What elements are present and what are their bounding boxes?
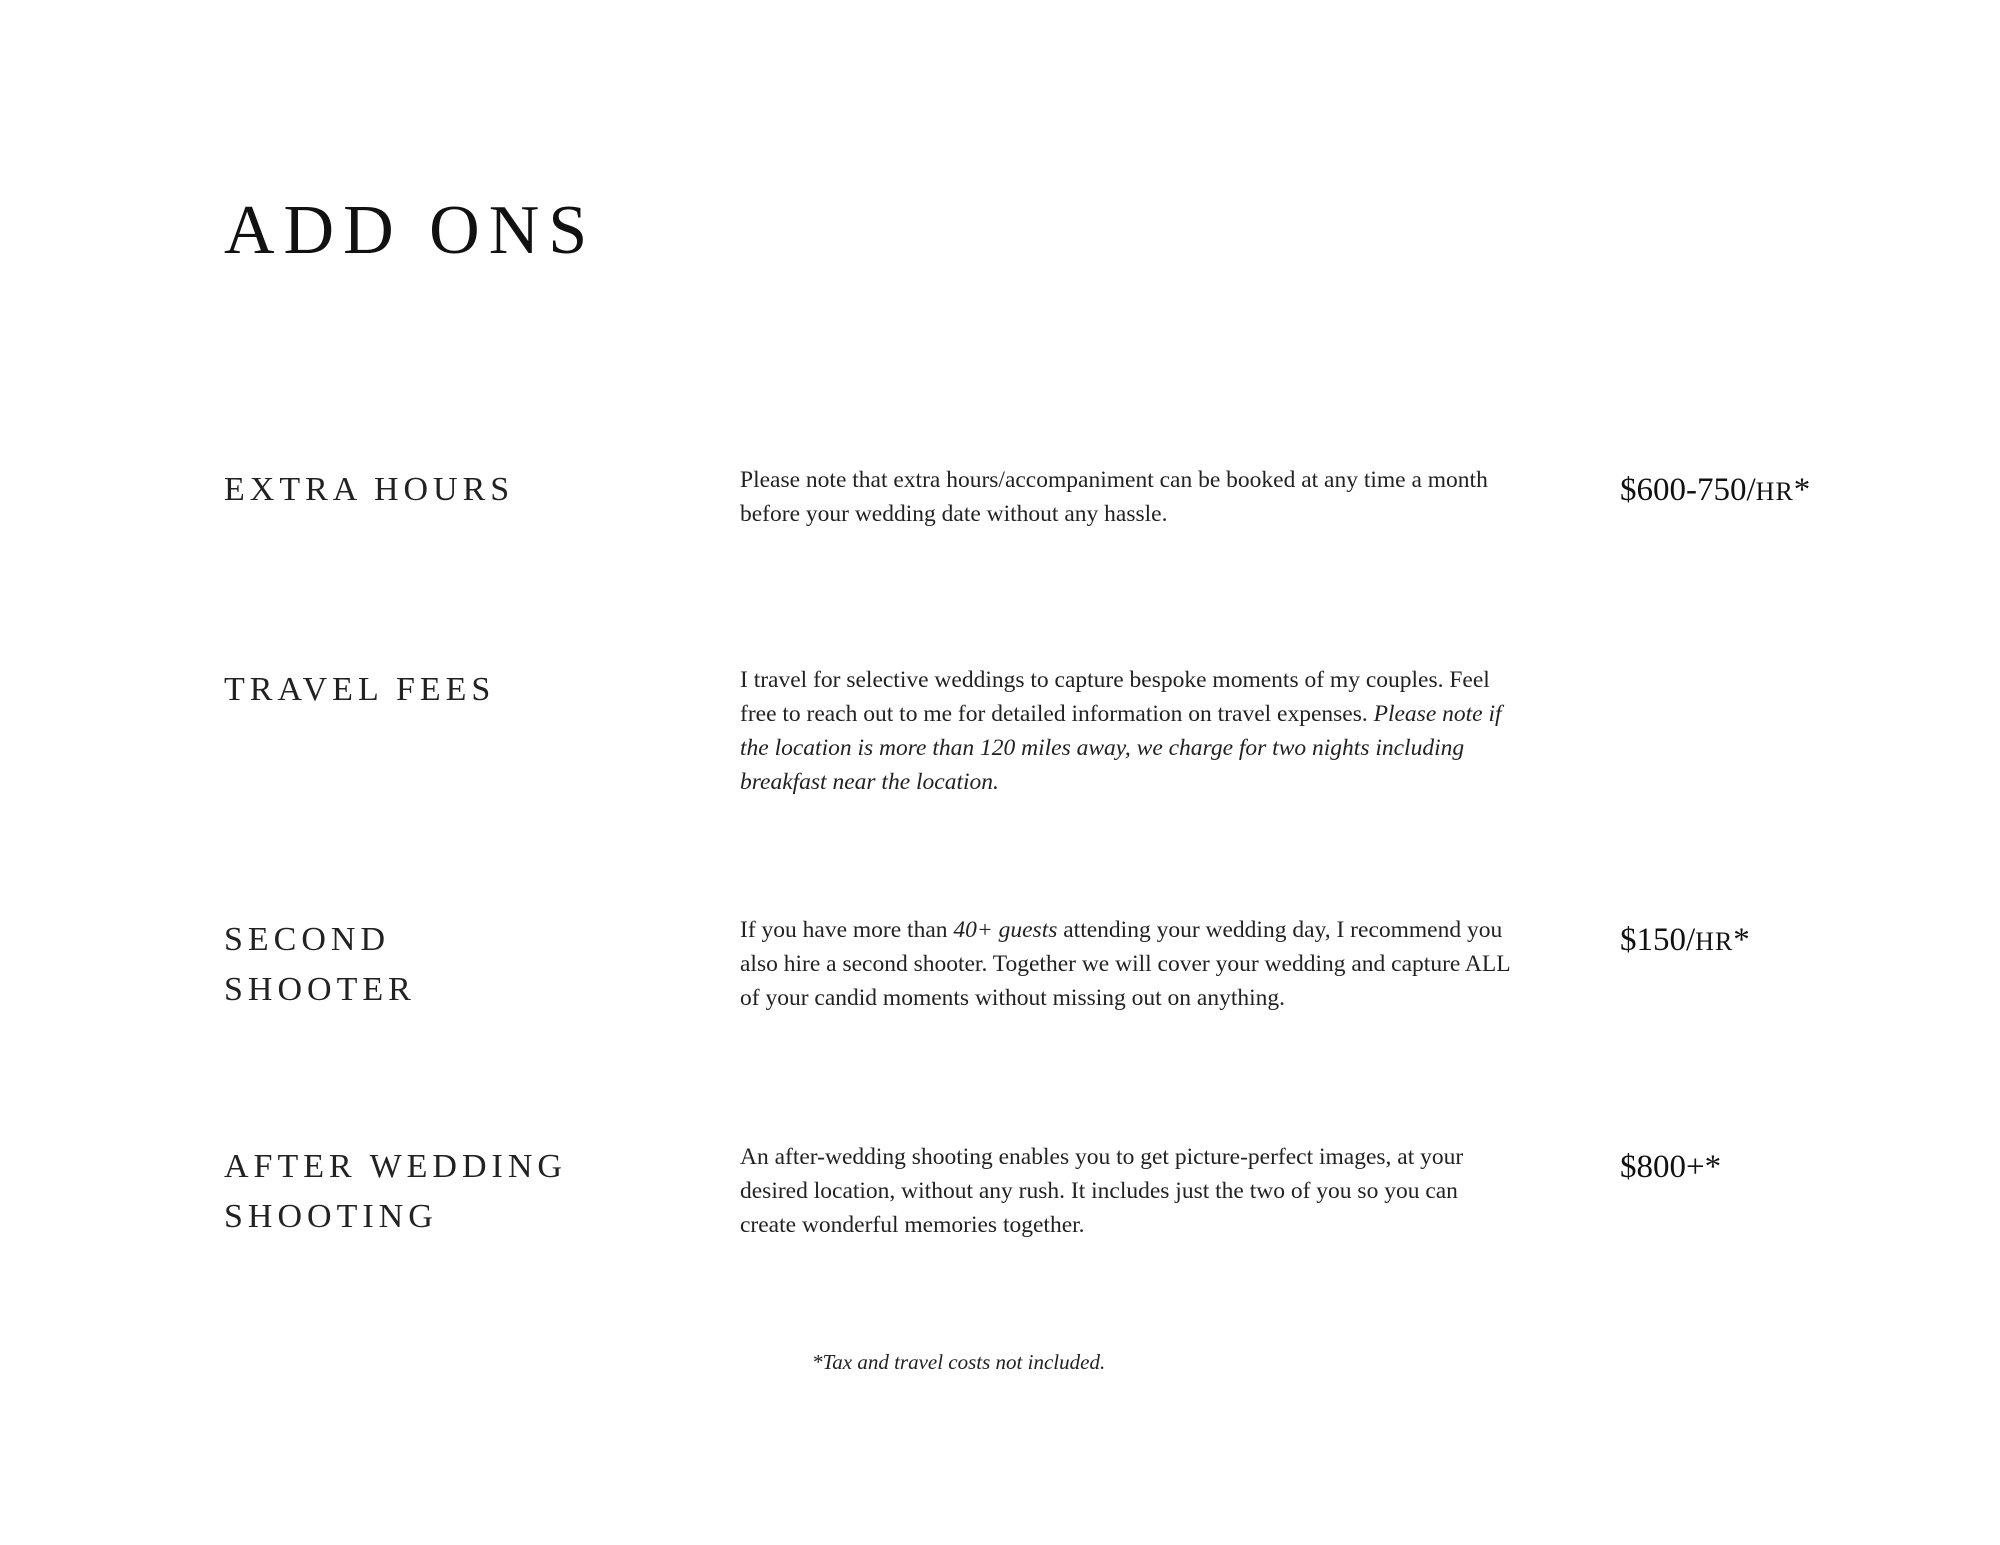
price-unit: HR xyxy=(1755,477,1794,506)
price-unit: HR xyxy=(1695,927,1734,956)
addon-title-line: EXTRA HOURS xyxy=(224,471,515,508)
addon-title-line: AFTER WEDDING xyxy=(224,1148,567,1185)
footnote: *Tax and travel costs not included. xyxy=(812,1350,1106,1374)
addon-description-emphasis: 40+ guests xyxy=(953,917,1058,943)
addon-description xyxy=(740,663,1510,799)
addon-description-text: Please note that extra hours/accompaniment can be booked at any time a month before your wedding date without any hassle. xyxy=(740,467,1488,527)
price-amount: $800+* xyxy=(1620,1149,1722,1185)
addon-description xyxy=(740,1140,1510,1242)
addon-price xyxy=(1620,915,1750,967)
addon-title xyxy=(224,1142,644,1242)
addon-description-note: Please note if the location is more than 120 miles away, we charge for two nights including breakfast near the location. xyxy=(740,701,1502,795)
addon-title-line: SECOND xyxy=(224,921,391,958)
addon-price xyxy=(1620,1142,1721,1192)
addon-description-text: If you have more than xyxy=(740,917,954,943)
addon-price xyxy=(1620,465,1810,517)
price-amount: $150/ xyxy=(1620,922,1696,958)
addon-title-line: TRAVEL FEES xyxy=(224,671,496,708)
price-suffix: * xyxy=(1733,922,1750,958)
addon-description-text: attending your wedding day, I recommend you also hire a second shooter. Together we will cover your wedding and capture ALL of your candid moments without missing out on anything. xyxy=(740,917,1510,1011)
addon-title xyxy=(224,915,644,1015)
price-suffix: * xyxy=(1793,472,1811,508)
addon-title-line: SHOOTER xyxy=(224,971,416,1008)
addon-description-text: An after-wedding shooting enables you to get picture-perfect images, at your desired location, without any rush. It includes just the two of you so you can create wonderful memories together. xyxy=(740,1144,1464,1238)
addon-description xyxy=(740,463,1510,531)
addon-description xyxy=(740,913,1510,1015)
addon-description-text: I travel for selective weddings to capture bespoke moments of my couples. Feel free to reach out to me for detailed information on travel expenses. xyxy=(740,667,1490,727)
price-amount: $600-750/ xyxy=(1620,472,1756,508)
addon-title xyxy=(224,665,644,715)
addon-title-line: SHOOTING xyxy=(224,1198,438,1235)
page-title: ADD ONS xyxy=(224,192,597,269)
addon-title xyxy=(224,465,644,515)
